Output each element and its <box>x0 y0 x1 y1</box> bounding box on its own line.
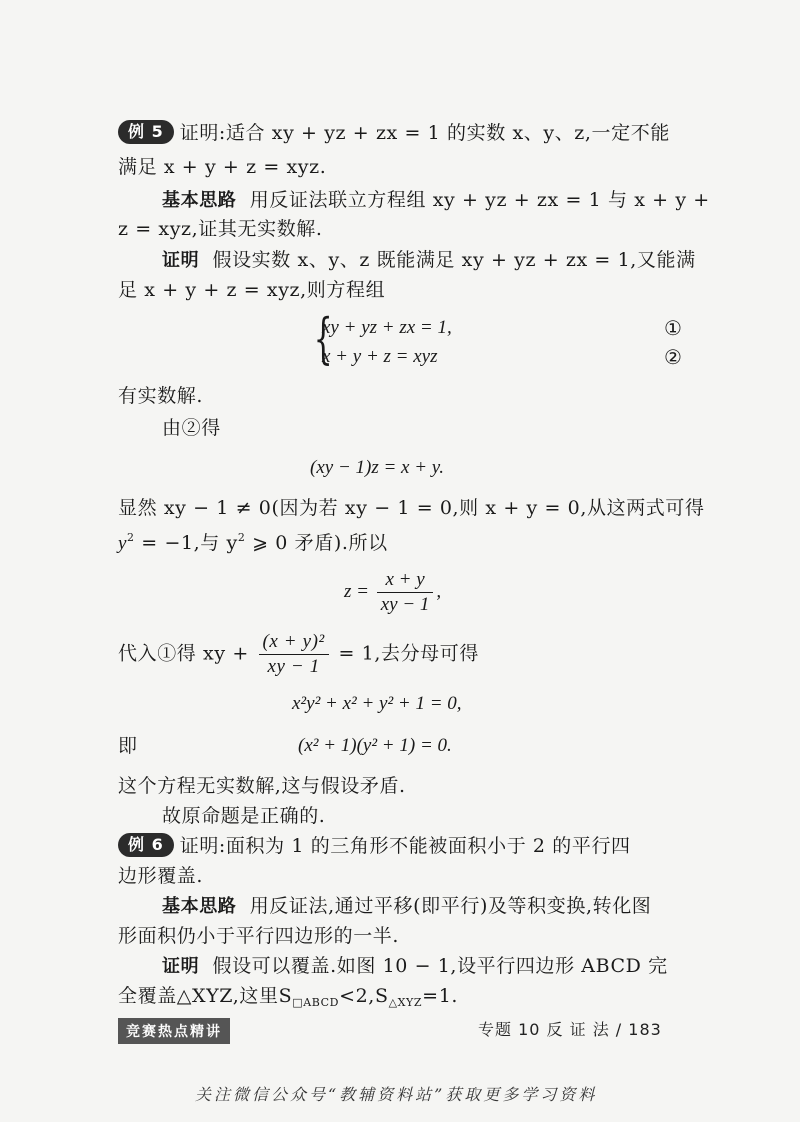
example-6-statement-line-2: 边形覆盖. <box>118 865 204 887</box>
equation-xy-minus-1: (xy − 1)z = x + y. <box>310 457 444 478</box>
proof-line-real-solution: 有实数解. <box>118 385 204 407</box>
idea-label: 基本思路 <box>162 896 237 917</box>
equation-z-fraction: z = $\frac{x + y}{xy - 1}$ , <box>344 569 442 615</box>
example-6-proof-line-1: 证明 假设可以覆盖.如图 10 − 1,设平行四边形 ABCD 完 <box>162 955 668 977</box>
watermark-text: 关注微信公众号“教辅资料站”获取更多学习资料 <box>195 1085 598 1104</box>
system-brace: { <box>313 307 333 370</box>
footer-chapter-page: 专题 10 反 证 法 / 183 <box>478 1020 662 1039</box>
example-5-proof-line-2: 足 x + y + z = xyz,则方程组 <box>118 279 386 301</box>
proof-line-obviously: 显然 xy − 1 ≠ 0(因为若 xy − 1 = 0,则 x + y = 0,从这两式可得 <box>118 497 705 519</box>
substitution-fraction: $\frac{\text{(x + y)²}}{xy - 1}$ <box>259 630 329 679</box>
system-equation-2: x + y + z = xyz <box>322 346 438 367</box>
example-6-tag: 例 6 <box>118 833 174 857</box>
system-equation-1: xy + yz + zx = 1, <box>322 317 452 338</box>
example-5-tag: 例 5 <box>118 120 174 144</box>
proof-label: 证明 <box>162 956 200 977</box>
idea-label: 基本思路 <box>162 190 237 211</box>
proof-line-contradiction: $y^2 = -1$,与 $y^2$ ⩾ 0 矛盾).所以 <box>118 531 388 554</box>
proof-line-from-2: 由②得 <box>162 417 221 439</box>
footer-book-title: 竞赛热点精讲 <box>118 1018 230 1044</box>
example-5-statement-line-2: 满足 x + y + z = xyz. <box>118 156 327 178</box>
equation-1-number: ① <box>664 316 682 340</box>
proof-line-substitute: 代入①得 xy + $\frac{\text{(x + y)²}}{xy - 1}$ = 1,去分母可得 <box>118 631 479 677</box>
example-5-statement-line-1: 例 5 证明:适合 xy + yz + zx = 1 的实数 x、y、z,一定不能 <box>118 119 688 147</box>
example-5-idea-line-1: 基本思路 用反证法联立方程组 xy + yz + zx = 1 与 x + y + <box>162 189 710 211</box>
ji-label: 即 <box>118 735 138 757</box>
equation-2-number: ② <box>664 345 682 369</box>
proof-line-no-real-solution: 这个方程无实数解,这与假设矛盾. <box>118 775 406 797</box>
example-6-idea-line-2: 形面积仍小于平行四边形的一半. <box>118 925 400 947</box>
example-6-statement-line-1: 例 6 证明:面积为 1 的三角形不能被面积小于 2 的平行四 <box>118 832 688 860</box>
example-6-proof-line-2: 全覆盖△XYZ,这里$S_{□ABCD}<2,S_{\triangle XYZ}=1$. <box>118 985 459 1009</box>
proof-label: 证明 <box>162 250 200 271</box>
example-5-idea-line-2: z = xyz,证其无实数解. <box>118 218 323 240</box>
example-5-proof-line-1: 证明 假设实数 x、y、z 既能满足 xy + yz + zx = 1,又能满 <box>162 249 696 271</box>
equation-expanded: x²y² + x² + y² + 1 = 0, <box>292 693 462 714</box>
example-6-idea-line-1: 基本思路 用反证法,通过平移(即平行)及等积变换,转化图 <box>162 895 652 917</box>
equation-factored: (x² + 1)(y² + 1) = 0. <box>298 735 452 756</box>
z-fraction: $\frac{x + y}{xy - 1}$ <box>377 568 434 617</box>
proof-line-conclusion: 故原命题是正确的. <box>162 805 326 827</box>
